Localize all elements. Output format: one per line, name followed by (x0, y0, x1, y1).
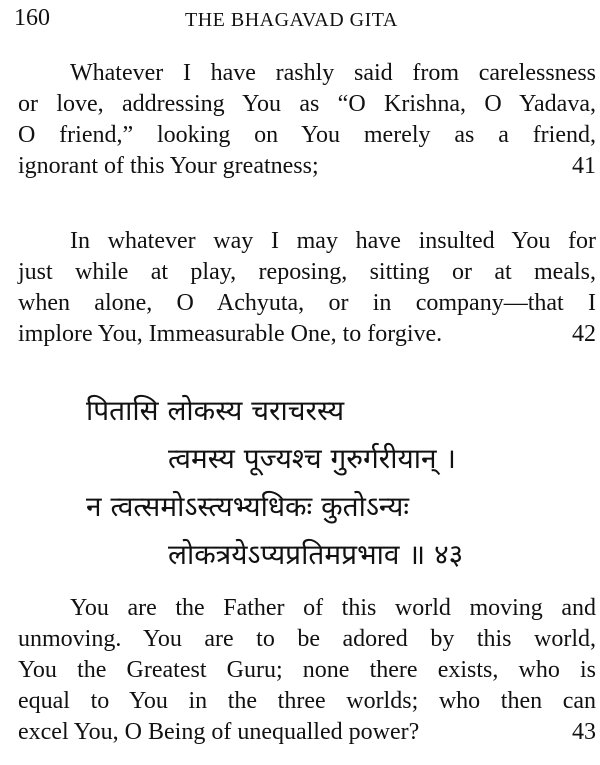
text-line: ignorant of this Your greatness; (18, 153, 319, 179)
text-line: In whatever way I may have insulted You for (70, 228, 596, 254)
text-line: just while at play, reposing, sitting or at meals, (18, 259, 596, 285)
verse-number: 42 (572, 321, 596, 347)
text-line: unmoving. You are to be adored by this world, (18, 626, 596, 652)
verse-number: 41 (572, 153, 596, 179)
sanskrit-line: त्वमस्य पूज्यश्च गुरुर्गरीयान् । (168, 442, 457, 475)
text-line-last (18, 319, 596, 350)
sanskrit-line: पितासि लोकस्य चराचरस्य (86, 394, 345, 427)
page-number: 160 (14, 5, 50, 31)
verse-41-translation (18, 58, 596, 182)
verse-42-translation (18, 226, 596, 350)
verse-43-translation (18, 593, 596, 748)
text-line-last (18, 151, 596, 182)
text-line: or love, addressing You as “O Krishna, O Yadava, (18, 91, 596, 117)
text-line: Whatever I have rashly said from carelessness (70, 60, 596, 86)
verse-number: 43 (572, 719, 596, 745)
running-title: THE BHAGAVAD GITA (185, 9, 398, 31)
text-line: You the Greatest Guru; none there exists, who is (18, 657, 596, 683)
text-line: equal to You in the three worlds; who then can (18, 688, 596, 714)
text-line: O friend,” looking on You merely as a friend, (18, 122, 596, 148)
text-line: implore You, Immeasurable One, to forgive. (18, 321, 443, 347)
text-line-last (18, 717, 596, 748)
sanskrit-line: न त्वत्समोऽस्त्यभ्यधिकः कुतोऽन्यः (86, 490, 410, 523)
text-line: when alone, O Achyuta, or in company—that I (18, 290, 596, 316)
sanskrit-line: लोकत्रयेऽप्यप्रतिमप्रभाव ॥ ४३ (168, 538, 464, 571)
text-line: You are the Father of this world moving and (70, 595, 596, 621)
text-line: excel You, O Being of unequalled power? (18, 719, 420, 745)
